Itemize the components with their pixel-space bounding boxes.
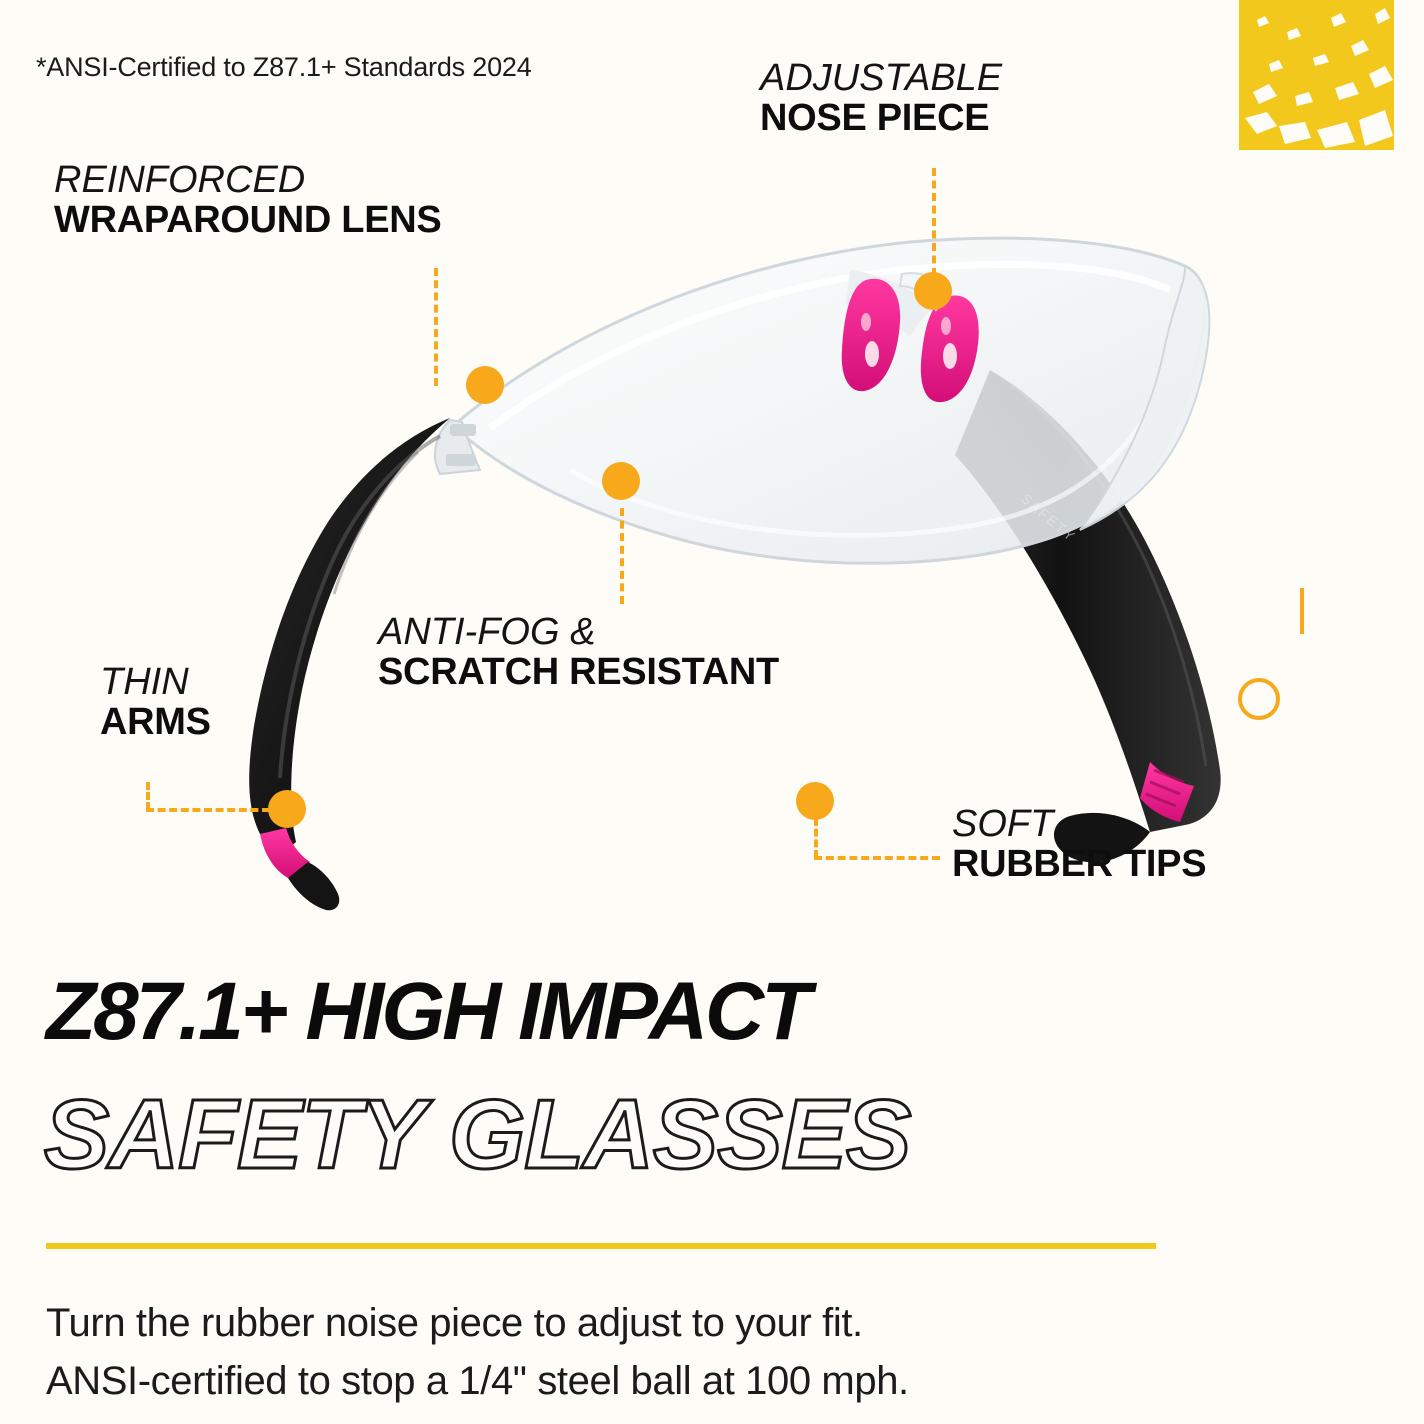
leader-line-rubber-tips-vert xyxy=(814,818,818,858)
divider-rule xyxy=(46,1243,1156,1249)
headline-line-2: SAFETY GLASSES xyxy=(44,1079,911,1189)
callout-line-1: ADJUSTABLE xyxy=(760,57,1003,99)
callout-nose-piece xyxy=(760,58,1002,139)
callout-wraparound-lens xyxy=(54,160,441,241)
callout-line-2: NOSE PIECE xyxy=(760,97,990,140)
callout-line-1: THIN xyxy=(100,661,189,703)
callout-line-1: ANTI-FOG & xyxy=(378,611,596,653)
tick-mark-icon xyxy=(1300,588,1304,634)
callout-anti-fog xyxy=(378,612,779,693)
leader-line-thin-arms-horiz xyxy=(146,808,270,812)
callout-line-2: ARMS xyxy=(100,701,211,744)
dot-thin-arms xyxy=(268,790,306,828)
body-copy-line-1: Turn the rubber noise piece to adjust to your fit. xyxy=(46,1301,863,1345)
dot-wraparound-lens xyxy=(466,366,504,404)
leader-line-thin-arms-vert xyxy=(146,782,150,810)
body-copy-line-2: ANSI-certified to stop a 1/4" steel ball at 100 mph. xyxy=(46,1359,909,1403)
ansi-certification-note: *ANSI-Certified to Z87.1+ Standards 2024 xyxy=(36,52,532,82)
leader-line-wraparound-lens xyxy=(434,268,438,386)
dot-rubber-tips xyxy=(796,782,834,820)
callout-line-2: SCRATCH RESISTANT xyxy=(378,651,779,694)
body-copy xyxy=(46,1294,1336,1410)
callout-thin-arms xyxy=(100,662,211,743)
leader-line-rubber-tips-horiz xyxy=(814,856,940,860)
brush-stroke-icon xyxy=(1239,0,1394,150)
dot-anti-fog xyxy=(602,462,640,500)
callout-line-2: RUBBER TIPS xyxy=(952,843,1207,886)
dot-nose-piece xyxy=(914,272,952,310)
leader-line-nose-piece xyxy=(932,168,936,276)
callout-line-1: REINFORCED xyxy=(54,159,306,201)
callout-line-2: WRAPAROUND LENS xyxy=(54,199,442,242)
leader-line-anti-fog xyxy=(620,508,624,604)
headline-line-1: Z87.1+ HIGH IMPACT xyxy=(46,966,809,1057)
callout-line-1: SOFT xyxy=(952,803,1054,845)
callout-rubber-tips xyxy=(952,804,1206,885)
